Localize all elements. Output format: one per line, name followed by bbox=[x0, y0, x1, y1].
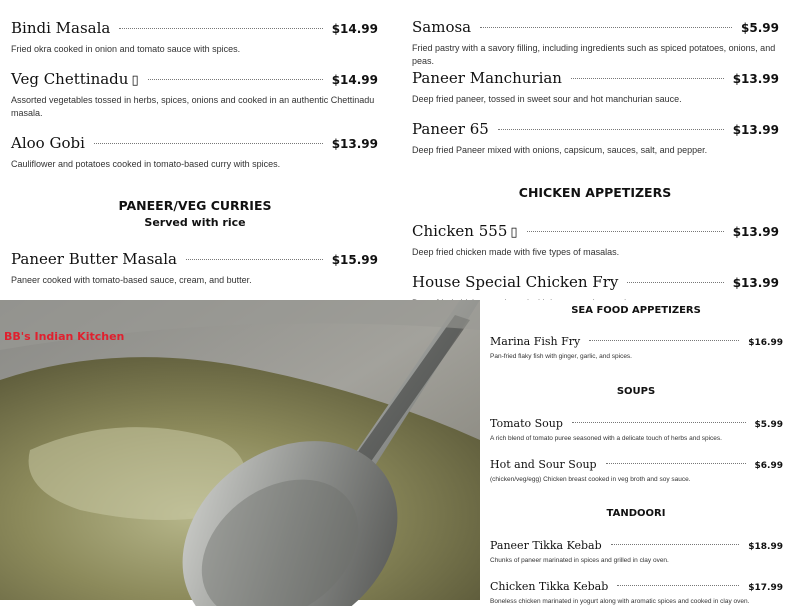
item-description: Boneless chicken marinated in yogurt along with aromatic spices and cooked in clay oven. bbox=[490, 598, 750, 605]
menu-item bbox=[412, 222, 779, 259]
item-name: Paneer 65 bbox=[412, 120, 489, 138]
section-subtitle: Served with rice bbox=[144, 216, 246, 229]
item-price: $5.99 bbox=[754, 420, 783, 430]
pan-with-spoon-image bbox=[0, 300, 480, 600]
leader-dots bbox=[572, 422, 746, 423]
menu-item bbox=[412, 120, 779, 157]
menu-item bbox=[490, 580, 783, 606]
item-name: House Special Chicken Fry bbox=[412, 273, 619, 291]
item-description: Deep fried chicken made with five types of masalas. bbox=[412, 247, 620, 257]
item-name: Paneer Tikka Kebab bbox=[490, 539, 602, 552]
brand-logo-text: BB's Indian Kitchen bbox=[4, 330, 125, 343]
leader-dots bbox=[617, 585, 739, 586]
item-name: Aloo Gobi bbox=[11, 134, 85, 152]
section-title: SOUPS bbox=[616, 386, 656, 397]
menu-item bbox=[490, 417, 783, 443]
menu-item bbox=[490, 335, 783, 361]
leader-dots bbox=[119, 28, 322, 29]
item-price: $15.99 bbox=[331, 253, 378, 267]
item-price: $13.99 bbox=[331, 137, 378, 151]
item-description: Cauliflower and potatoes cooked in tomato-based curry with spices. bbox=[11, 159, 281, 169]
item-price: $14.99 bbox=[331, 73, 378, 87]
item-name: Paneer Butter Masala bbox=[11, 250, 177, 268]
menu-item bbox=[11, 70, 378, 120]
item-description: Deep fried Paneer mixed with onions, capsicum, sauces, salt, and pepper. bbox=[412, 145, 708, 155]
missing-glyph-icon: ▯ bbox=[131, 73, 139, 88]
left-menu-panel bbox=[0, 0, 395, 300]
section-heading bbox=[0, 198, 390, 229]
section-title: TANDOORI bbox=[606, 508, 666, 519]
item-description: Chunks of paneer marinated in spices and grilled in clay oven. bbox=[490, 557, 669, 564]
food-photo bbox=[0, 300, 480, 600]
item-price: $13.99 bbox=[732, 72, 779, 86]
item-description: (chicken/veg/egg) Chicken breast cooked in veg broth and soy sauce. bbox=[490, 476, 691, 483]
leader-dots bbox=[627, 282, 723, 283]
item-price: $13.99 bbox=[732, 276, 779, 290]
item-description: Deep fried paneer, tossed in sweet sour and hot manchurian sauce. bbox=[412, 94, 682, 104]
item-description: Fried okra cooked in onion and tomato sauce with spices. bbox=[11, 44, 241, 54]
leader-dots bbox=[498, 129, 724, 130]
leader-dots bbox=[186, 259, 323, 260]
item-price: $14.99 bbox=[331, 22, 378, 36]
item-name: Marina Fish Fry bbox=[490, 335, 581, 348]
section-title: PANEER/VEG CURRIES bbox=[118, 198, 272, 213]
section-title: CHICKEN APPETIZERS bbox=[518, 185, 672, 200]
item-description: Pan-fried flaky fish with ginger, garlic, and spices. bbox=[490, 353, 632, 360]
menu-item bbox=[11, 19, 378, 56]
leader-dots bbox=[606, 463, 746, 464]
item-description: Assorted vegetables tossed in herbs, spices, onions and cooked in an authentic Chettinadu masala. bbox=[11, 95, 375, 119]
leader-dots bbox=[589, 340, 739, 341]
item-name: Samosa bbox=[412, 18, 472, 36]
leader-dots bbox=[571, 78, 724, 79]
item-price: $13.99 bbox=[732, 225, 779, 239]
menu-item bbox=[11, 134, 378, 171]
item-name: Hot and Sour Soup bbox=[490, 458, 597, 471]
lower-menu-panel bbox=[480, 300, 800, 605]
item-description: Paneer cooked with tomato-based sauce, cream, and butter. bbox=[11, 275, 252, 285]
leader-dots bbox=[94, 143, 323, 144]
item-description: A rich blend of tomato puree seasoned with a delicate touch of herbs and spices. bbox=[490, 435, 722, 442]
leader-dots bbox=[527, 231, 724, 232]
item-name: Bindi Masala bbox=[11, 19, 111, 37]
item-price: $16.99 bbox=[748, 338, 783, 348]
leader-dots bbox=[480, 27, 732, 28]
item-price: $13.99 bbox=[732, 123, 779, 137]
leader-dots bbox=[148, 79, 323, 80]
menu-item bbox=[490, 458, 783, 484]
item-name: Tomato Soup bbox=[490, 417, 563, 430]
item-name: Chicken 555 ▯ bbox=[412, 222, 518, 240]
missing-glyph-icon: ▯ bbox=[510, 225, 518, 240]
menu-item bbox=[490, 539, 783, 565]
right-menu-panel bbox=[400, 0, 800, 300]
menu-item bbox=[412, 18, 779, 68]
item-price: $18.99 bbox=[748, 542, 783, 552]
item-price: $6.99 bbox=[754, 461, 783, 471]
item-price: $17.99 bbox=[748, 583, 783, 593]
section-title: SEA FOOD APPETIZERS bbox=[571, 305, 701, 316]
item-description: Fried pastry with a savory filling, including ingredients such as spiced potatoes, onions, and peas. bbox=[412, 43, 776, 67]
leader-dots bbox=[611, 544, 740, 545]
menu-item bbox=[412, 69, 779, 106]
item-name: Chicken Tikka Kebab bbox=[490, 580, 609, 593]
item-name: Paneer Manchurian bbox=[412, 69, 562, 87]
menu-item bbox=[11, 250, 378, 287]
item-name: Veg Chettinadu ▯ bbox=[11, 70, 139, 88]
item-price: $5.99 bbox=[741, 21, 779, 35]
